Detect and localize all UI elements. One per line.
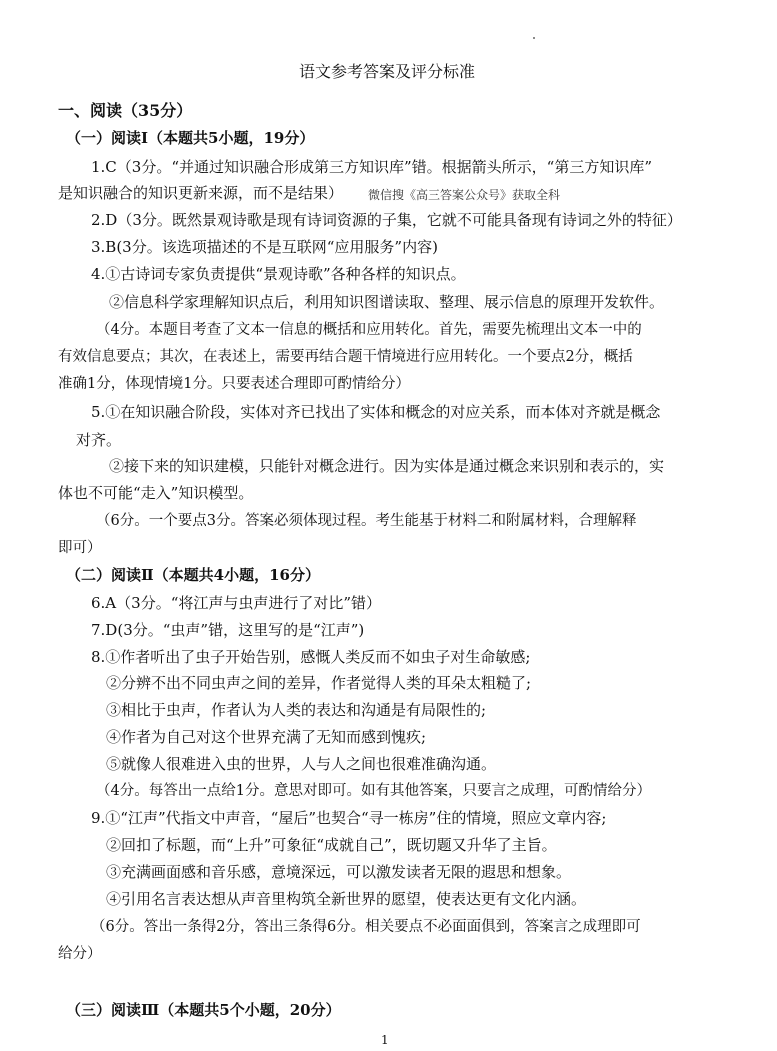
- answer-q4-line2: ②信息科学家理解知识点后，利用知识图谱读取、整理、展示信息的原理开发软件。: [109, 293, 665, 311]
- answer-q8-point5: ⑤就像人很难进入虫的世界，人与人之间也很难准确沟通。: [106, 755, 497, 773]
- answer-q9-point1: 9.①“江声”代指文中声音，“屋后”也契合“寻一栋房”住的情境，照应文章内容;: [91, 809, 607, 827]
- answer-q2: 2.D（3分。既然景观诗歌是现有诗词资源的子集，它就不可能具备现有诗词之外的特征）: [91, 211, 682, 229]
- answer-q5-line1: 5.①在知识融合阶段，实体对齐已找出了实体和概念的对应关系，而本体对齐就是概念: [91, 403, 661, 421]
- section-heading-reading: 一、阅读（35分）: [58, 101, 193, 120]
- answer-q4-line1: 4.①古诗词专家负责提供“景观诗歌”各种各样的知识点。: [91, 265, 466, 283]
- answer-q9-point3: ③充满画面感和音乐感，意境深远，可以激发读者无限的遐思和想象。: [106, 863, 572, 881]
- answer-q9-point4: ④引用名言表达想从声音里构筑全新世界的愿望，使表达更有文化内涵。: [106, 890, 587, 908]
- watermark-text: 微信搜《高三答案公众号》获取全科: [368, 188, 561, 202]
- answer-q5-note-line2: 即可）: [58, 540, 102, 556]
- answer-q1-line2: 是知识融合的知识更新来源，而不是结果）: [58, 184, 344, 202]
- answer-q5-line4: 体也不可能“走入”知识模型。: [58, 484, 254, 502]
- answer-q5-note-line1: （6分。一个要点3分。答案必须体现过程。考生能基于材料二和附属材料，合理解释: [96, 513, 637, 529]
- answer-q5-line2: 对齐。: [76, 431, 122, 449]
- answer-q4-note-line1: （4分。本题目考查了文本一信息的概括和应用转化。首先，需要先梳理出文本一中的: [96, 322, 642, 338]
- answer-q7: 7.D(3分。“虫声”错，这里写的是“江声”): [91, 621, 365, 639]
- answer-q4-note-line2: 有效信息要点；其次，在表述上，需要再结合题干情境进行应用转化。一个要点2分，概括: [58, 349, 633, 365]
- part-heading-reading-2: （二）阅读Ⅱ（本题共4小题，16分）: [66, 566, 320, 584]
- answer-q9-note-line2: 给分）: [58, 946, 102, 962]
- answer-q9-note-line1: （6分。答出一条得2分，答出三条得6分。相关要点不必面面俱到，答案言之成理即可: [91, 919, 641, 935]
- part-heading-reading-3: （三）阅读Ⅲ（本题共5个小题，20分）: [66, 1001, 341, 1019]
- answer-q4-note-line3: 准确1分，体现情境1分。只要表述合理即可酌情给分）: [58, 376, 410, 392]
- page-title: 语文参考答案及评分标准: [299, 62, 476, 81]
- part-heading-reading-1: （一）阅读Ⅰ（本题共5小题，19分）: [66, 129, 315, 147]
- answer-q8-point2: ②分辨不出不同虫声之间的差异，作者觉得人类的耳朵太粗糙了;: [106, 674, 532, 692]
- scan-speck: [533, 37, 535, 39]
- answer-q1-line1: 1.C（3分。“并通过知识融合形成第三方知识库”错。根据箭头所示，“第三方知识库”: [91, 158, 653, 176]
- answer-q8-point1: 8.①作者听出了虫子开始告别，感慨人类反而不如虫子对生命敏感;: [91, 648, 531, 666]
- answer-q6: 6.A（3分。“将江声与虫声进行了对比”错）: [91, 594, 382, 612]
- answer-q8-note: （4分。每答出一点给1分。意思对即可。如有其他答案，只要言之成理，可酌情给分）: [96, 783, 651, 799]
- answer-q8-point4: ④作者为自己对这个世界充满了无知而感到愧疚;: [106, 728, 427, 746]
- answer-q9-point2: ②回扣了标题，而“上升”可象征“成就自己”，既切题又升华了主旨。: [106, 836, 557, 854]
- answer-q3: 3.B(3分。该选项描述的不是互联网“应用服务”内容): [91, 238, 438, 256]
- answer-q5-line3: ②接下来的知识建模，只能针对概念进行。因为实体是通过概念来识别和表示的，实: [109, 457, 665, 475]
- answer-q8-point3: ③相比于虫声，作者认为人类的表达和沟通是有局限性的;: [106, 701, 487, 719]
- page-number: 1: [381, 1033, 389, 1047]
